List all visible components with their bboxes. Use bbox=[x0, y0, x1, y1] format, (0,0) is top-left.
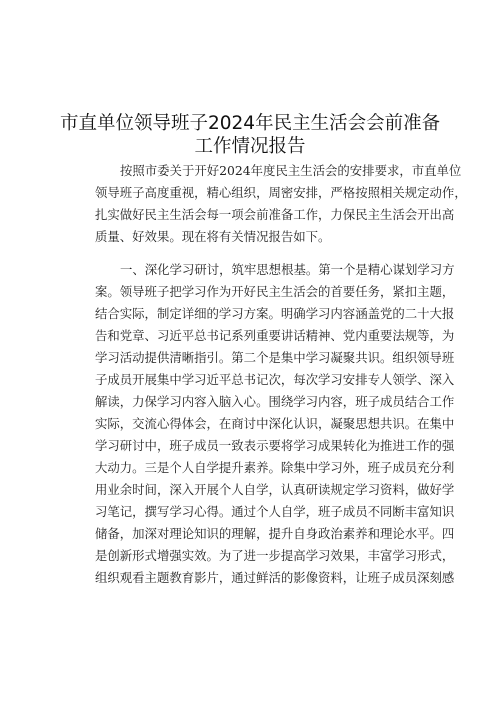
paragraph-line: 习笔记，撰写学习心得。通过个人自学，班子成员不同断丰富知识 bbox=[95, 504, 455, 519]
paragraph-line: 实际，交流心得体会，在商讨中深化认识，凝聚思想共识。在集中 bbox=[95, 416, 455, 431]
paragraph-line: 扎实做好民主生活会每一项会前准备工作，力保民主生活会开出高 bbox=[95, 207, 455, 222]
document-title-line-1: 市直单位领导班子2024年民主生活会会前准备 bbox=[60, 113, 441, 134]
paragraph-line: 结合实际，制定详细的学习方案。明确学习内容涵盖党的二十大报 bbox=[95, 306, 455, 321]
paragraph-line: 质量、好效果。现在将有关情况报告如下。 bbox=[95, 229, 331, 244]
paragraph-line: 大动力。三是个人自学提升素养。除集中学习外，班子成员充分利 bbox=[95, 460, 455, 475]
paragraph-line: 按照市委关于开好2024年度民主生活会的安排要求，市直单位 bbox=[120, 163, 462, 178]
paragraph-line: 储备，加深对理论知识的理解，提升自身政治素养和理论水平。四 bbox=[95, 526, 455, 541]
paragraph-line: 子成员开展集中学习近平总书记次，每次学习安排专人领学、深入 bbox=[95, 372, 455, 387]
paragraph-line: 案。领导班子把学习作为开好民主生活会的首要任务，紧扣主题， bbox=[95, 284, 455, 299]
paragraph-line: 领导班子高度重视，精心组织，周密安排，严格按照相关规定动作， bbox=[95, 185, 467, 200]
document-title-line-2: 工作情况报告 bbox=[194, 136, 306, 157]
paragraph-line: 组织观看主题教育影片，通过鲜活的影像资料，让班子成员深刻感 bbox=[95, 570, 455, 585]
paragraph-line: 解读，力保学习内容入脑入心。围绕学习内容，班子成员结合工作 bbox=[95, 394, 455, 409]
paragraph-line: 是创新形式增强实效。为了进一步提高学习效果，丰富学习形式， bbox=[95, 548, 455, 563]
paragraph-line: 学习活动提供清晰指引。第二个是集中学习凝聚共识。组织领导班 bbox=[95, 350, 455, 365]
paragraph-line: 告和党章、习近平总书记系列重要讲话精神、党内重要法规等，为 bbox=[95, 328, 455, 343]
paragraph-line: 学习研讨中，班子成员一致表示要将学习成果转化为推进工作的强 bbox=[95, 438, 455, 453]
paragraph-line: 一、深化学习研讨，筑牢思想根基。第一个是精心谋划学习方 bbox=[120, 262, 455, 277]
paragraph-line: 用业余时间，深入开展个人自学，认真研读规定学习资料，做好学 bbox=[95, 482, 455, 497]
